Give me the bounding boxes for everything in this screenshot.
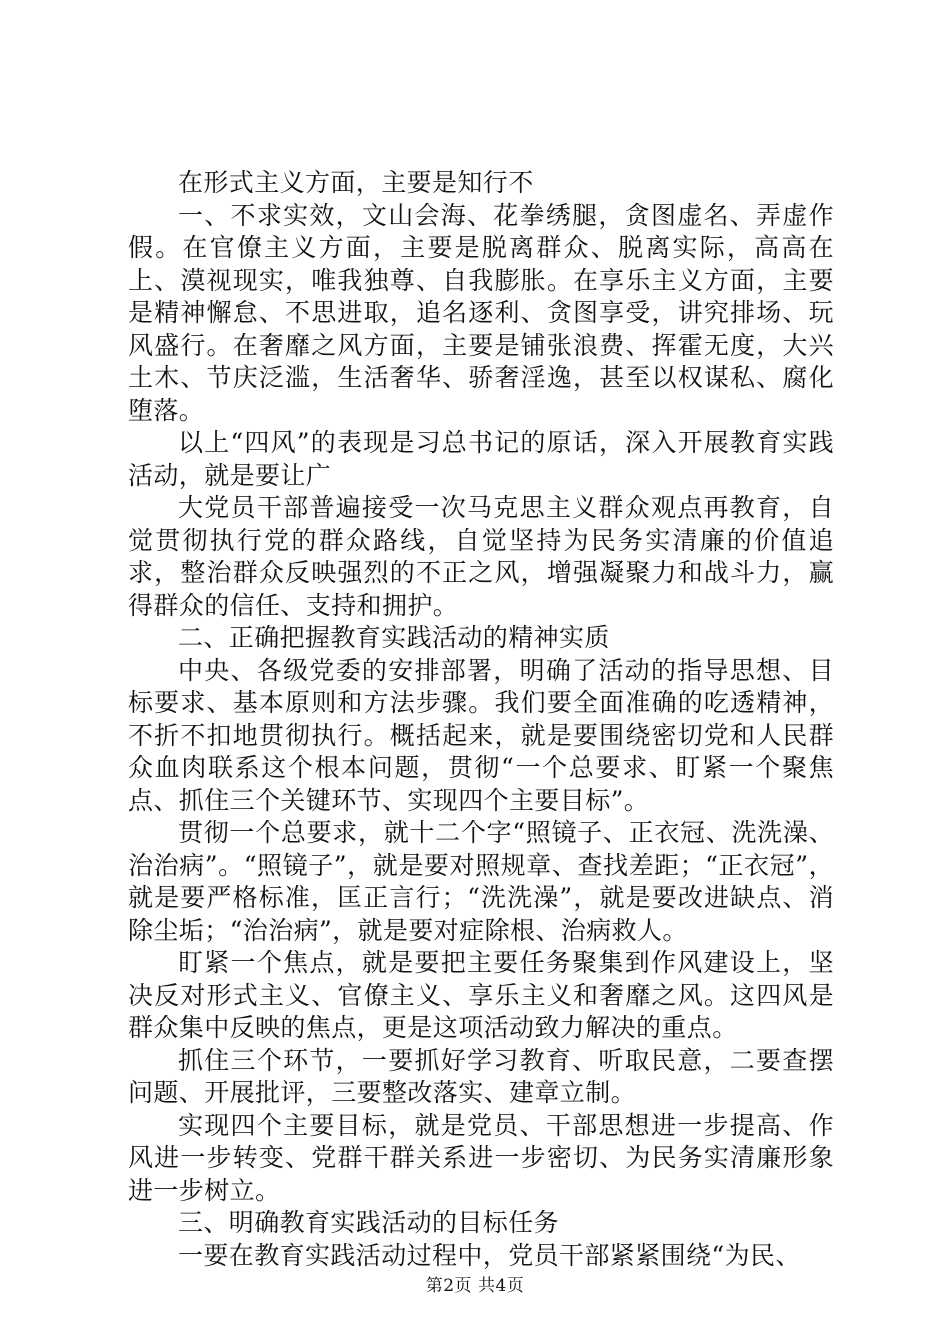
paragraph: 盯紧一个焦点，就是要把主要任务聚集到作风建设上，坚决反对形式主义、官僚主义、享乐主义和奢靡之风。这四风是群众集中反映的焦点，更是这项活动致力解决的重点。 (128, 948, 834, 1042)
paragraph: 贯彻一个总要求，就十二个字“照镜子、正衣冠、洗洗澡、治治病”。“照镜子”，就是要对照规章、查找差距；“正衣冠”，就是要严格标准，匡正言行；“洗洗澡”，就是要改进缺点、消除尘垢；“治治病”，就是要对症除根、治病救人。 (128, 818, 834, 945)
paragraph: 抓住三个环节，一要抓好学习教育、听取民意，二要查摆问题、开展批评，三要整改落实、建章立制。 (128, 1045, 834, 1107)
section-heading: 二、正确把握教育实践活动的精神实质 (178, 623, 610, 652)
paragraph: 一要在教育实践活动过程中，党员干部紧紧围绕“为民、 (178, 1240, 801, 1270)
section-heading: 三、明确教育实践活动的目标任务 (178, 1208, 560, 1237)
paragraph: 在形式主义方面，主要是知行不 (178, 168, 534, 197)
paragraph: 实现四个主要目标，就是党员、干部思想进一步提高、作风进一步转变、党群干群关系进一步密切、为民务实清廉形象进一步树立。 (128, 1110, 834, 1205)
paragraph: 大党员干部普遍接受一次马克思主义群众观点再教育，自觉贯彻执行党的群众路线，自觉坚持为民务实清廉的价值追求，整治群众反映强烈的不正之风，增强凝聚力和战斗力，赢得群众的信任、支持和拥护。 (128, 493, 834, 620)
page-footer: 第2页 共4页 (425, 1276, 525, 1296)
paragraph: 一、不求实效，文山会海、花拳绣腿，贪图虚名、弄虚作假。在官僚主义方面，主要是脱离群众、脱离实际，高高在上、漠视现实，唯我独尊、自我膨胀。在享乐主义方面，主要是精神懈怠、不思进取，追名逐利、贪图享受，讲究排场、玩风盛行。在奢靡之风方面，主要是铺张浪费、挥霍无度，大兴土木、节庆泛滥，生活奢华、骄奢淫逸，甚至以权谋私、腐化堕落。 (128, 200, 834, 425)
paragraph: 以上“四风”的表现是习总书记的原话，深入开展教育实践活动，就是要让广 (128, 428, 834, 490)
document-body (128, 167, 834, 1272)
paragraph: 中央、各级党委的安排部署，明确了活动的指导思想、目标要求、基本原则和方法步骤。我们要全面准确的吃透精神，不折不扣地贯彻执行。概括起来，就是要围绕密切党和人民群众血肉联系这个根本问题，贯彻“一个总要求、盯紧一个聚焦点、抓住三个关键环节、实现四个主要目标”。 (128, 655, 834, 815)
